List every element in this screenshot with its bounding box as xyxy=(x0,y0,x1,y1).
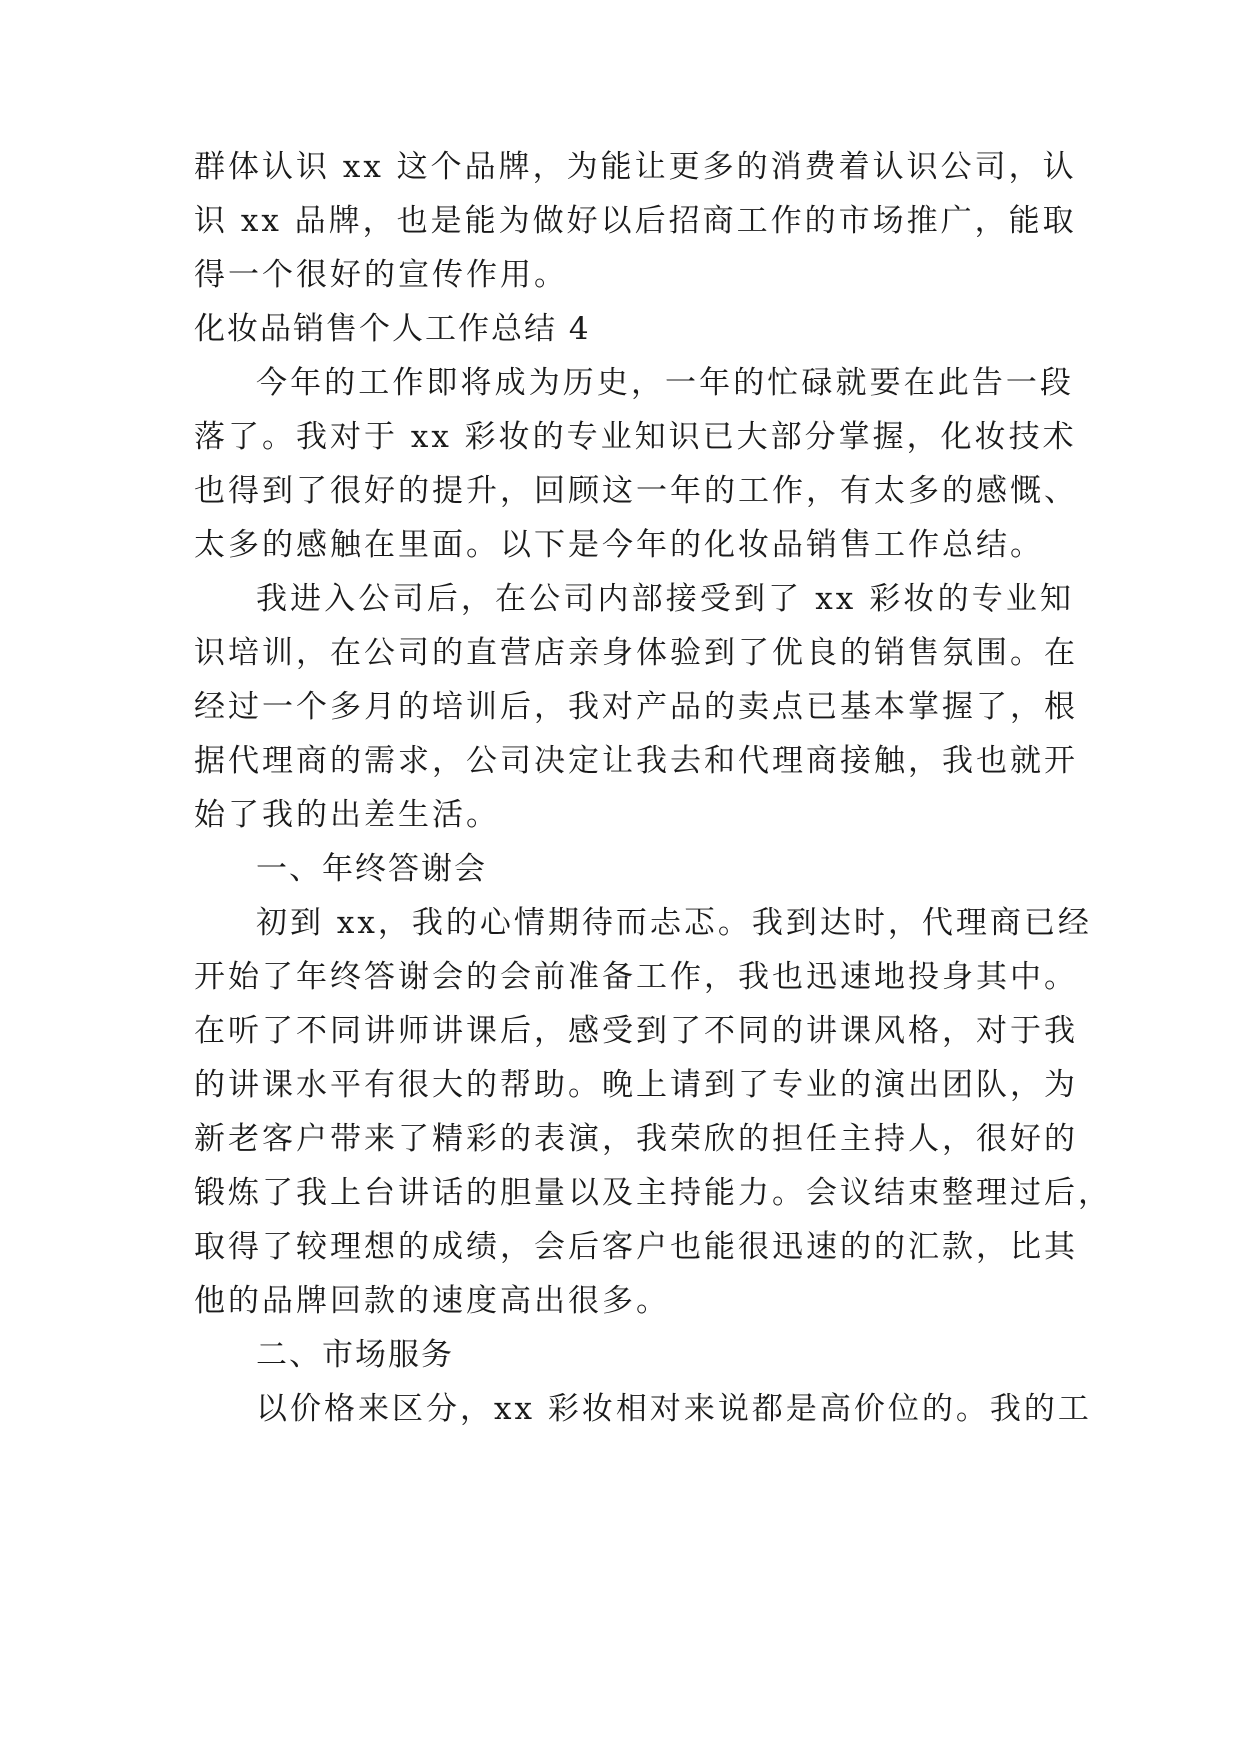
text-line: 据代理商的需求，公司决定让我去和代理商接触，我也就开 xyxy=(194,743,1078,779)
paragraph-first-line: 以价格来区分，xx 彩妆相对来说都是高价位的。我的工 xyxy=(256,1391,1092,1427)
text-line: 经过一个多月的培训后，我对产品的卖点已基本掌握了，根 xyxy=(194,689,1078,725)
text-line: 落了。我对于 xx 彩妆的专业知识已大部分掌握，化妆技术 xyxy=(194,419,1077,455)
text-line: 群体认识 xx 这个品牌，为能让更多的消费着认识公司，认 xyxy=(194,149,1077,185)
text-line: 得一个很好的宣传作用。 xyxy=(194,257,568,293)
paragraph-first-line: 今年的工作即将成为历史，一年的忙碌就要在此告一段 xyxy=(256,365,1074,401)
subheading: 二、市场服务 xyxy=(256,1337,454,1373)
subheading: 一、年终答谢会 xyxy=(256,851,487,887)
text-line: 太多的感触在里面。以下是今年的化妆品销售工作总结。 xyxy=(194,527,1044,563)
paragraph-first-line: 我进入公司后，在公司内部接受到了 xx 彩妆的专业知 xyxy=(256,581,1074,617)
text-line: 开始了年终答谢会的会前准备工作，我也迅速地投身其中。 xyxy=(194,959,1078,995)
text-line: 识培训，在公司的直营店亲身体验到了优良的销售氛围。在 xyxy=(194,635,1078,671)
text-line: 锻炼了我上台讲话的胆量以及主持能力。会议结束整理过后， xyxy=(194,1175,1112,1211)
text-line: 始了我的出差生活。 xyxy=(194,797,500,833)
text-line: 他的品牌回款的速度高出很多。 xyxy=(194,1283,670,1319)
text-line: 识 xx 品牌，也是能为做好以后招商工作的市场推广，能取 xyxy=(194,203,1077,239)
text-line: 也得到了很好的提升，回顾这一年的工作，有太多的感慨、 xyxy=(194,473,1078,509)
text-line: 的讲课水平有很大的帮助。晚上请到了专业的演出团队，为 xyxy=(194,1067,1078,1103)
text-line: 取得了较理想的成绩，会后客户也能很迅速的的汇款，比其 xyxy=(194,1229,1078,1265)
text-line: 在听了不同讲师讲课后，感受到了不同的讲课风格，对于我 xyxy=(194,1013,1078,1049)
section-title: 化妆品销售个人工作总结 4 xyxy=(194,311,591,347)
text-line: 新老客户带来了精彩的表演，我荣欣的担任主持人，很好的 xyxy=(194,1121,1078,1157)
paragraph-first-line: 初到 xx，我的心情期待而忐忑。我到达时，代理商已经 xyxy=(256,905,1092,941)
